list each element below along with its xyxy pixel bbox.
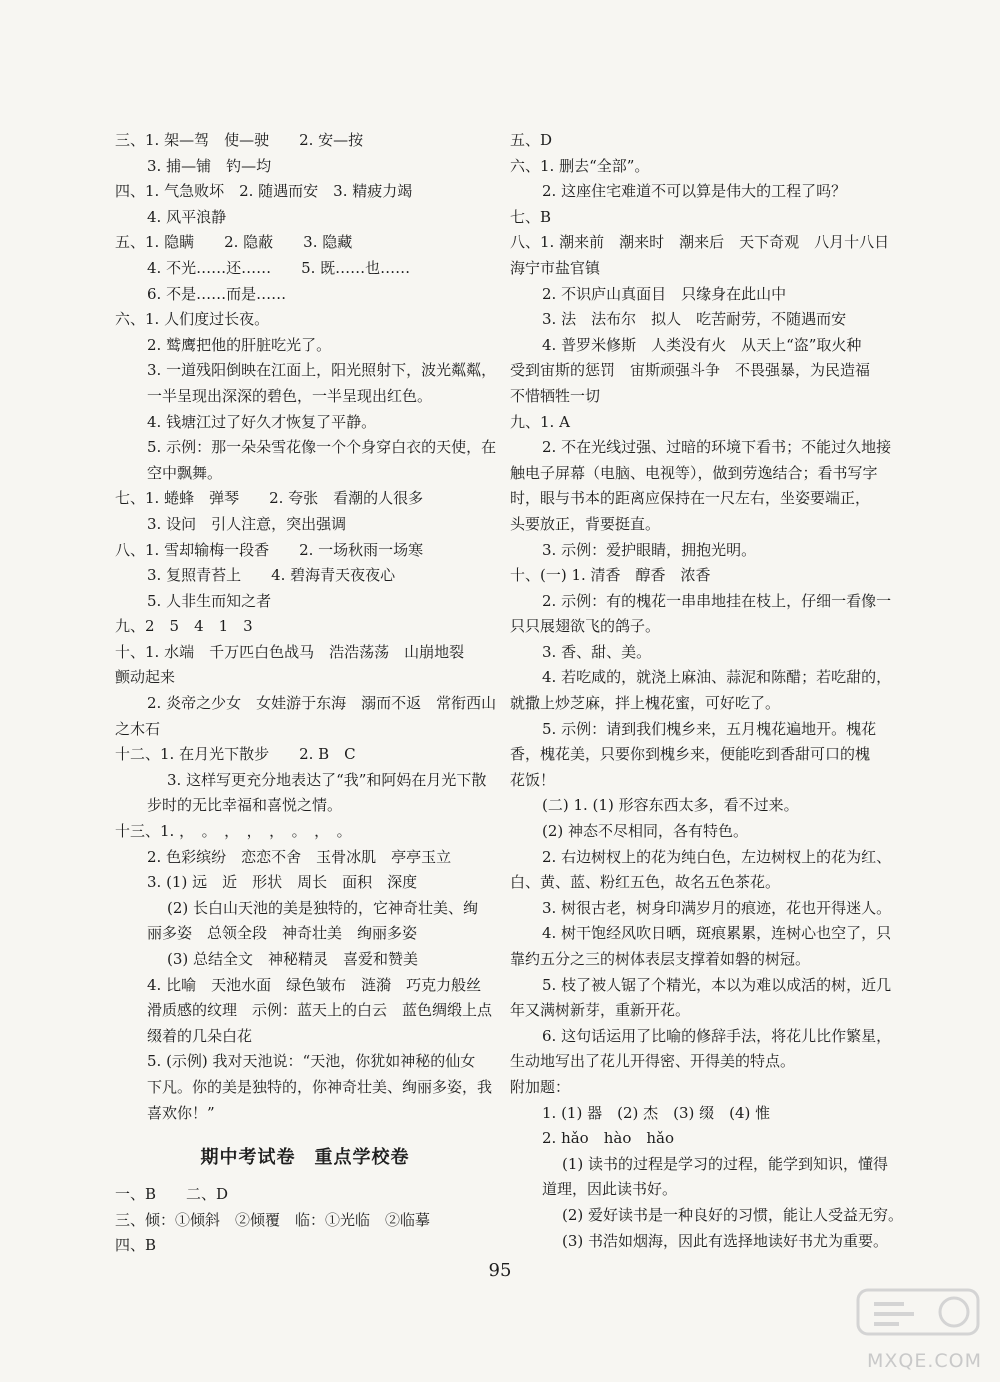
answer-line: 4. 若吃咸的，就浇上麻油、蒜泥和陈醋；若吃甜的， [542,668,892,687]
answer-line: 受到宙斯的惩罚 宙斯顽强斗争 不畏强暴，为民造福 [510,361,871,380]
answer-line: (2) 神态不尽相同，各有特色。 [542,822,749,841]
answer-line: 2. 示例：有的槐花一串串地挂在枝上，仔细一看像一 [542,591,892,610]
answer-line: 五、1. 隐瞒 2. 隐蔽 3. 隐藏 [115,233,353,252]
answer-line: 2. 右边树杈上的花为纯白色，左边树杈上的花为红、 [542,847,892,866]
answer-line: 步时的无比幸福和喜悦之情。 [147,796,343,815]
answer-line: 4. 树干饱经风吹日晒，斑痕累累，连树心也空了，只 [542,924,892,943]
answer-line: 五、D [510,131,553,149]
answer-line: 靠约五分之三的树体表层支撑着如磐的树冠。 [510,950,811,968]
answer-line: 6. 不是……而是…… [147,284,287,303]
page-number: 95 [488,1260,512,1281]
answer-line: (3) 书浩如烟海，因此有选择地读好书尤为重要。 [562,1231,889,1250]
answer-line: 3. 设问 引人注意，突出强调 [147,514,347,533]
right-column [510,128,904,1254]
answer-line: 4. 普罗米修斯 人类没有火 从天上“盗”取火种 [542,335,862,354]
answer-line: 只只展翅欲飞的鸽子。 [510,617,661,636]
answer-line: 3. 树很古老，树身印满岁月的痕迹，花也开得迷人。 [542,898,892,917]
answer-line: 颤动起来 [115,668,176,687]
answer-line: 缀着的几朵白花 [147,1026,253,1045]
answer-line: 4. 钱塘江过了好久才恢复了平静。 [147,412,377,431]
answer-line: 2. 这座住宅难道不可以算是伟大的工程了吗？ [542,182,847,201]
answer-line: 滑质感的纹理 示例：蓝天上的白云 蓝色绸缎上点 [147,1001,493,1020]
answer-line: 一半呈现出深深的碧色，一半呈现出红色。 [147,386,433,405]
watermark-badge-icon [854,1284,984,1344]
answer-line: 3. 捕—铺 钓—均 [147,156,272,175]
answer-line: 六、1. 删去“全部”。 [510,156,650,175]
answer-line: 道理，因此读书好。 [542,1180,678,1199]
left-tail-lines [115,1182,495,1259]
answer-line: 香，槐花美，只要你到槐乡来，便能吃到香甜可口的槐 [510,745,871,764]
answer-line: 十、1. 水端 千万匹白色战马 浩浩荡荡 山崩地裂 [115,642,465,661]
right-answer-lines [510,128,904,1254]
answer-line: 4. 风平浪静 [147,207,227,226]
answer-line: 2. 色彩缤纷 恋恋不舍 玉骨冰肌 亭亭玉立 [147,847,452,866]
answer-line: (1) 读书的过程是学习的过程，能学到知识，懂得 [562,1154,889,1173]
answer-line: (3) 总结全文 神秘精灵 喜爱和赞美 [167,950,419,968]
answer-line: 七、1. 蜷蜂 弹琴 2. 夸张 看潮的人很多 [115,489,424,508]
answer-line: 就撒上炒芝麻，拌上槐花蜜，可好吃了。 [510,694,781,713]
left-answer-lines [115,128,495,1126]
answer-line: (2) 长白山天池的美是独特的，它神奇壮美、绚 [167,898,479,917]
answer-line: 生动地写出了花儿开得密、开得美的特点。 [510,1052,796,1071]
answer-line: 5. 枝了被人锯了个精光，本以为难以成活的树，近几 [542,975,892,994]
answer-line: 喜欢你！” [147,1103,215,1122]
answer-line: 5. 示例：请到我们槐乡来，五月槐花遍地开。槐花 [542,719,877,738]
answer-line: 四、B [115,1236,157,1255]
answer-line: 空中飘舞。 [147,463,223,482]
answer-line: 4. 不光……还…… 5. 既……也…… [147,258,411,277]
answer-line: 6. 这句话运用了比喻的修辞手法，将花儿比作繁星， [542,1026,892,1045]
answer-line: 三、1. 架—驾 使—驶 2. 安—按 [115,131,364,149]
answer-line: 2. 不识庐山真面目 只缘身在此山中 [542,284,787,303]
answer-line: 5. 人非生而知之者 [147,591,272,610]
answer-line: 2. 不在光线过强、过暗的环境下看书；不能过久地接 [542,438,892,457]
answer-line: 触电子屏幕（电脑、电视等），做到劳逸结合；看书写字 [510,463,878,482]
answer-line: 3. 这样写更充分地表达了“我”和阿妈在月光下散 [167,770,487,789]
answer-line: 十三、1. ， 。 ， ， ， 。 ， 。 [115,822,352,841]
answer-line: 4. 比喻 天池水面 绿色皱布 涟漪 巧克力般丝 [147,975,482,994]
answer-line: 3. 香、甜、美。 [542,642,652,661]
answer-line: 一、B 二、D [115,1185,229,1204]
answer-line: 之木石 [115,719,161,738]
answer-line: 2. 炎帝之少女 女娃游于东海 溺而不返 常衔西山 [147,694,497,713]
answer-line: 九、2 5 4 1 3 [115,617,253,636]
answer-line: 六、1. 人们度过长夜。 [115,310,270,329]
answer-line: 3. 示例：爱护眼睛，拥抱光明。 [542,540,757,559]
answer-line: 3. 复照青苔上 4. 碧海青天夜夜心 [147,566,396,585]
section-title: 期中考试卷 重点学校卷 [200,1147,410,1169]
answer-line: (二) 1. (1) 形容东西太多，看不过来。 [542,796,799,815]
answer-line: 七、B [510,207,552,226]
answer-line: 头要放正，背要挺直。 [510,514,661,533]
answer-line: 十二、1. 在月光下散步 2. B C [115,745,356,764]
answer-line: 海宁市盐官镇 [510,258,601,277]
answer-line: (2) 爱好读书是一种良好的习惯，能让人受益无穷。 [562,1205,904,1224]
answer-line: 十、(一) 1. 清香 醇香 浓香 [510,566,711,585]
answer-line: 附加题： [510,1077,571,1096]
answer-line: 3. 法 法布尔 拟人 吃苦耐劳，不随遇而安 [542,310,847,329]
left-column [115,128,495,1259]
answer-line: 年又满树新芽，重新开花。 [510,1001,691,1020]
answer-line: 2. hǎo hào hǎo [542,1129,674,1148]
answer-line: 不惜牺牲一切 [510,386,601,405]
answer-line: 花饭！ [510,770,556,789]
answer-line: 白、黄、蓝、粉红五色，故名五色茶花。 [510,873,781,892]
answer-line: 3. 一道残阳倒映在江面上，阳光照射下，波光粼粼， [147,361,497,380]
answer-line: 八、1. 潮来前 潮来时 潮来后 天下奇观 八月十八日 [510,233,890,252]
answer-line: 5. (示例) 我对天池说：“天池，你犹如神秘的仙女 [147,1052,476,1071]
answer-line: 九、1. A [510,412,570,431]
answer-line: 四、1. 气急败坏 2. 随遇而安 3. 精疲力竭 [115,182,413,201]
answer-line: 1. (1) 器 (2) 杰 (3) 缀 (4) 惟 [542,1103,771,1122]
answer-line: 时，眼与书本的距离应保持在一尺左右，坐姿要端正， [510,489,871,508]
answer-line: 八、1. 雪却输梅一段香 2. 一场秋雨一场寒 [115,540,424,559]
answer-line: 三、倾：①倾斜 ②倾覆 临：①光临 ②临摹 [115,1210,431,1229]
answer-line: 2. 鹫鹰把他的肝脏吃光了。 [147,335,332,354]
answer-line: 下凡。你的美是独特的，你神奇壮美、绚丽多姿，我 [147,1077,493,1096]
answer-line: 3. (1) 远 近 形状 周长 面积 深度 [147,873,418,892]
answer-line: 丽多姿 总领全段 神奇壮美 绚丽多姿 [147,924,418,943]
answer-line: 5. 示例：那一朵朵雪花像一个个身穿白衣的天使，在 [147,438,497,457]
watermark-url: MXQE.COM [866,1350,982,1372]
